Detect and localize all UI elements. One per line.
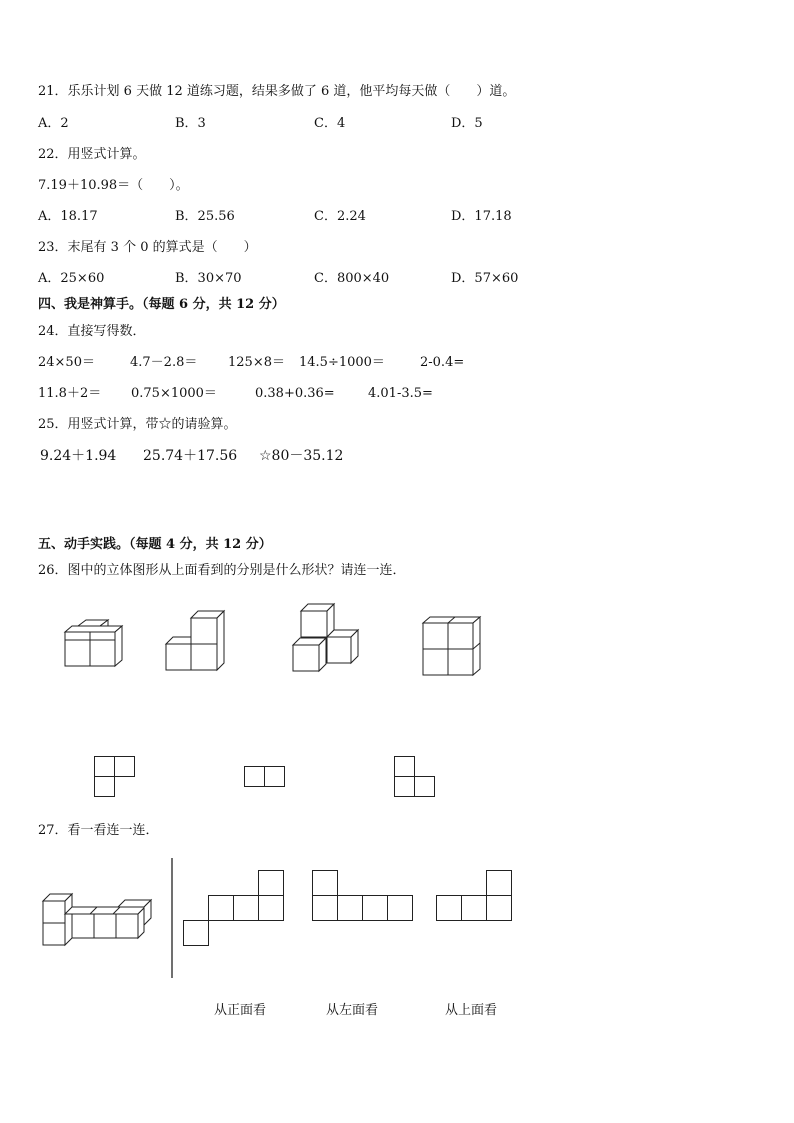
q25-stem: 25．用竖式计算，带☆的请验算。 [38,417,237,432]
q26-solid-1[interactable] [60,620,130,670]
q23-option-b[interactable]: B．30×70 [175,271,242,286]
q21-stem: 21．乐乐计划 6 天做 12 道练习题，结果多做了 6 道，他平均每天做（ ）道。 [38,84,516,99]
q24-item: 11.8＋2＝ [38,386,102,401]
q21-option-d[interactable]: D．5 [451,116,483,131]
q21-option-a[interactable]: A．2 [38,116,69,131]
q24-item: 0.75×1000＝ [131,386,217,401]
q24-item: 0.38+0.36= [255,386,335,401]
q24-item: 4.7－2.8＝ [130,355,198,370]
q24-item: 125×8＝ [228,355,285,370]
q24-stem: 24．直接写得数． [38,324,146,339]
q24-item: 14.5÷1000＝ [299,355,385,370]
q21-option-b[interactable]: B．3 [175,116,206,131]
q24-item: 4.01-3.5= [368,386,433,401]
q26-stem: 26．图中的立体图形从上面看到的分别是什么形状？请连一连． [38,563,406,578]
q26-solid-2[interactable] [160,605,235,675]
q23-option-c[interactable]: C．800×40 [314,271,390,286]
q27-view-label-left[interactable]: 从左面看 [326,1003,379,1018]
q27-view-shape-2[interactable] [312,870,417,925]
q22-option-c[interactable]: C．2.24 [314,209,366,224]
q27-view-label-top[interactable]: 从上面看 [445,1003,498,1018]
q26-top-view-2[interactable] [244,766,289,791]
q22-option-d[interactable]: D．17.18 [451,209,512,224]
section5-heading: 五、动手实践。（每题 4 分，共 12 分） [38,537,272,552]
q27-stem: 27．看一看连一连． [38,823,159,838]
q26-top-view-3[interactable] [394,756,439,801]
q26-solid-4[interactable] [418,613,488,683]
q22-expression: 7.19＋10.98＝（ ）。 [38,178,189,193]
q26-top-view-1[interactable] [94,756,139,801]
q25-item: 9.24＋1.94 [40,448,117,464]
q25-item-check: ☆80－35.12 [259,448,344,464]
q24-item: 2-0.4= [420,355,465,370]
q21-option-c[interactable]: C．4 [314,116,346,131]
q25-item: 25.74＋17.56 [143,448,238,464]
q27-solid[interactable] [40,890,155,950]
q23-option-a[interactable]: A．25×60 [38,271,105,286]
q23-stem: 23．末尾有 3 个 0 的算式是（ ） [38,240,257,255]
q24-item: 24×50＝ [38,355,95,370]
q22-stem: 22．用竖式计算。 [38,147,146,162]
q27-view-label-front[interactable]: 从正面看 [214,1003,267,1018]
q27-divider [168,858,176,980]
q26-solid-3[interactable] [288,600,368,675]
q22-option-b[interactable]: B．25.56 [175,209,235,224]
section4-heading: 四、我是神算手。（每题 6 分，共 12 分） [38,297,285,312]
q23-option-d[interactable]: D．57×60 [451,271,519,286]
q27-view-shape-3[interactable] [436,870,516,925]
q22-option-a[interactable]: A．18.17 [38,209,98,224]
q27-view-shape-1[interactable] [183,870,288,950]
